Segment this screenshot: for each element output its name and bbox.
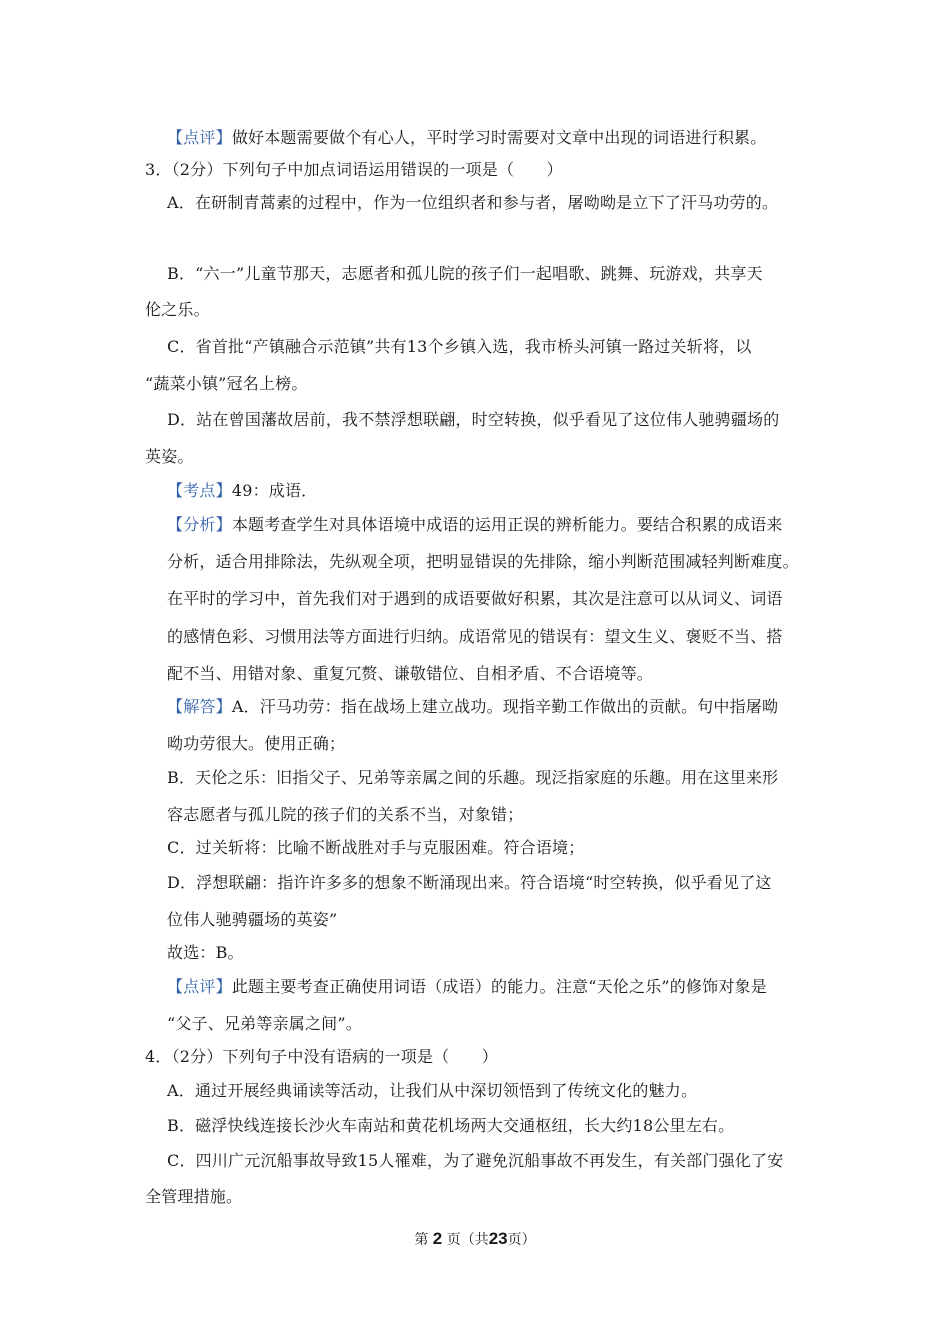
q3-review-line: “父子、兄弟等亲属之间”。 <box>167 1014 362 1033</box>
q3-answer-line: 位伟人驰骋疆场的英姿” <box>167 910 338 929</box>
q3-review-line <box>167 977 767 997</box>
point-tag: 【考点】 <box>167 481 232 500</box>
q3-answer-line: 呦功劳很大。使用正确； <box>167 734 346 753</box>
q3-analysis-line: 在平时的学习中，首先我们对于遇到的成语要做好积累，其次是注意可以从词义、词语 <box>167 589 783 608</box>
page-total: 23 <box>488 1229 508 1248</box>
q3-answer-line: D．浮想联翩：指许许多多的想象不断涌现出来。符合语境“时空转换，似乎看见了这 <box>167 873 772 892</box>
review-tag: 【点评】 <box>167 128 232 147</box>
q4-option-a: A．通过开展经典诵读等活动，让我们从中深切领悟到了传统文化的魅力。 <box>167 1081 698 1100</box>
page-footer <box>0 1229 950 1250</box>
q3-option-c-cont: “蔬菜小镇”冠名上榜。 <box>145 374 308 393</box>
q3-analysis-line <box>167 515 783 535</box>
q4-option-b: B．磁浮快线连接长沙火车南站和黄花机场两大交通枢纽，长大约18公里左右。 <box>167 1116 735 1135</box>
footer-suffix: 页） <box>507 1232 536 1248</box>
q3-option-a: A．在研制青蒿素的过程中，作为一位组织者和参与者，屠呦呦是立下了汗马功劳的。 <box>167 193 779 212</box>
page-number: 2 <box>432 1229 443 1248</box>
q4-stem: 4．（2分）下列句子中没有语病的一项是（ ） <box>145 1047 498 1066</box>
q3-answer-line <box>167 697 778 717</box>
footer-prefix: 第 <box>414 1232 429 1248</box>
q3-stem: 3．（2分）下列句子中加点词语运用错误的一项是（ ） <box>145 160 563 179</box>
q3-option-b-cont: 伦之乐。 <box>145 300 210 319</box>
q4-option-c-cont: 全管理措施。 <box>145 1187 243 1206</box>
review-tag: 【点评】 <box>167 977 232 996</box>
q3-answer-line: C．过关斩将：比喻不断战胜对手与克服困难。符合语境； <box>167 838 585 857</box>
q3-option-d-cont: 英姿。 <box>145 447 194 466</box>
q3-answer-line: B．天伦之乐：旧指父子、兄弟等亲属之间的乐趣。现泛指家庭的乐趣。用在这里来形 <box>167 768 779 787</box>
review-text: 此题主要考查正确使用词语（成语）的能力。注意“天伦之乐”的修饰对象是 <box>231 977 767 996</box>
q2-review-line <box>167 128 766 148</box>
footer-middle: 页（共 <box>446 1232 489 1248</box>
q4-option-c: C．四川广元沉船事故导致15人罹难，为了避免沉船事故不再发生，有关部门强化了安 <box>167 1151 784 1170</box>
q3-answer-line: 容志愿者与孤儿院的孩子们的关系不当，对象错； <box>167 805 524 824</box>
analysis-tag: 【分析】 <box>167 515 232 534</box>
q3-analysis-line: 的感情色彩、习惯用法等方面进行归纳。成语常见的错误有：望文生义、褒贬不当、搭 <box>167 627 783 646</box>
point-text: 49：成语． <box>231 481 318 500</box>
answer-tag: 【解答】 <box>167 697 232 716</box>
q3-answer-choice: 故选：B。 <box>167 943 244 962</box>
q3-point-line <box>167 481 317 501</box>
q3-option-c: C．省首批“产镇融合示范镇”共有13个乡镇入选，我市桥头河镇一路过关斩将，以 <box>167 337 752 356</box>
q3-analysis-line: 分析，适合用排除法，先纵观全项，把明显错误的先排除，缩小判断范围减轻判断难度。 <box>167 552 799 571</box>
analysis-text: 本题考查学生对具体语境中成语的运用正误的辨析能力。要结合积累的成语来 <box>231 515 783 534</box>
answer-text: A．汗马功劳：指在战场上建立战功。现指辛勤工作做出的贡献。句中指屠呦 <box>231 697 779 716</box>
q3-option-d: D．站在曾国藩故居前，我不禁浮想联翩，时空转换，似乎看见了这位伟人驰骋疆场的 <box>167 410 780 429</box>
review-text: 做好本题需要做个有心人，平时学习时需要对文章中出现的词语进行积累。 <box>231 128 767 147</box>
q3-option-b: B．“六一”儿童节那天，志愿者和孤儿院的孩子们一起唱歌、跳舞、玩游戏，共享天 <box>167 264 763 283</box>
q3-analysis-line: 配不当、用错对象、重复冗赘、谦敬错位、自相矛盾、不合语境等。 <box>167 664 654 683</box>
